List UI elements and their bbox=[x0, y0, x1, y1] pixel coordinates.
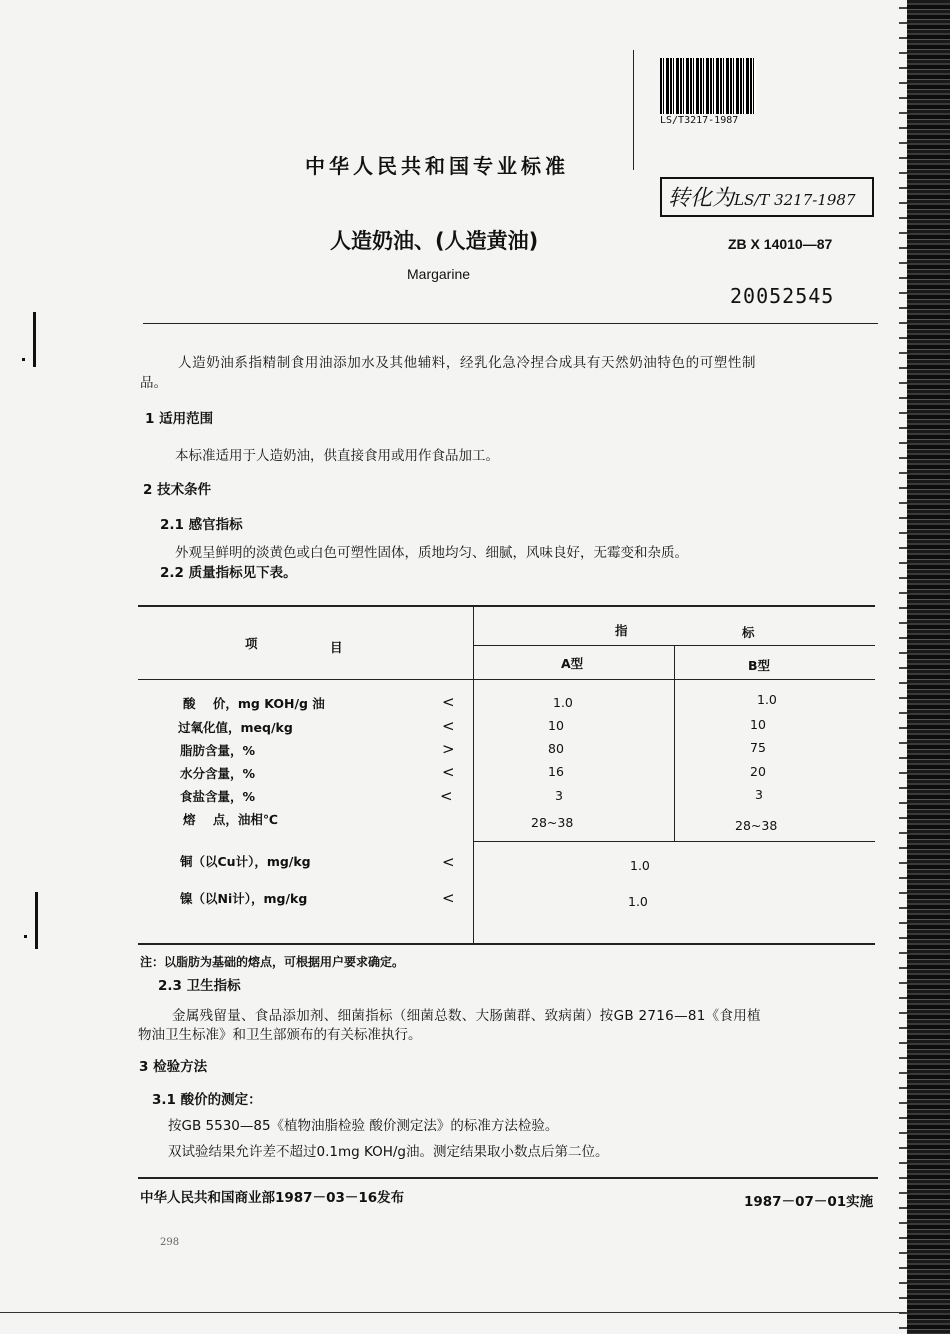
barcode bbox=[660, 58, 756, 114]
row-value-a: 10 bbox=[548, 718, 564, 733]
stamp-code: LS/T 3217-1987 bbox=[734, 191, 856, 209]
row-value-b: 3 bbox=[755, 787, 763, 802]
section-2-1-text: 外观呈鲜明的淡黄色或白色可塑性固体，质地均匀、细腻，风味良好，无霉变和杂质。 bbox=[175, 545, 688, 561]
header-rule bbox=[143, 323, 878, 324]
row-name: 熔 点，油相℃ bbox=[183, 812, 279, 827]
col-header-index-b: 标 bbox=[742, 625, 755, 640]
row-name: 食盐含量，% bbox=[180, 789, 256, 804]
row-operator: > bbox=[442, 740, 455, 758]
row-operator: < bbox=[442, 763, 455, 781]
row-name: 酸 价，mg KOH/g 油 bbox=[183, 696, 325, 711]
row-name: 过氧化值，meq/kg bbox=[178, 720, 293, 735]
col-header-item-a: 项 bbox=[245, 636, 258, 651]
row-operator: < bbox=[442, 693, 455, 711]
table-col-divider-1 bbox=[473, 607, 474, 943]
intro-line-2: 品。 bbox=[140, 375, 167, 391]
row-value-merged: 1.0 bbox=[628, 894, 648, 909]
col-header-index: 指 bbox=[615, 623, 628, 638]
table-note: 注：以脂肪为基础的熔点，可根据用户要求确定。 bbox=[140, 955, 405, 969]
row-value-b: 1.0 bbox=[757, 692, 777, 707]
row-value-a: 16 bbox=[548, 764, 564, 779]
header-divider bbox=[633, 50, 634, 170]
row-value-a: 3 bbox=[555, 788, 563, 803]
page-number: 298 bbox=[160, 1237, 180, 1248]
row-value-a: 28~38 bbox=[531, 815, 574, 830]
section-3-1-title: 3.1 酸价的测定： bbox=[152, 1092, 262, 1108]
section-1-title: 1 适用范围 bbox=[145, 411, 214, 427]
standard-type: 中华人民共和国专业标准 bbox=[305, 154, 569, 178]
table-top-rule bbox=[138, 605, 875, 607]
row-name: 水分含量，% bbox=[180, 766, 256, 781]
section-3-title: 3 检验方法 bbox=[139, 1059, 208, 1075]
margin-dot bbox=[22, 358, 25, 361]
row-value-b: 20 bbox=[750, 764, 766, 779]
row-value-a: 1.0 bbox=[553, 695, 573, 710]
conversion-stamp bbox=[660, 177, 874, 217]
col-header-type-b: B型 bbox=[748, 658, 771, 673]
col-header-item-b: 目 bbox=[330, 640, 343, 655]
section-2-3-line-2: 物油卫生标准》和卫生部颁布的有关标准执行。 bbox=[138, 1027, 422, 1043]
section-2-title: 2 技术条件 bbox=[143, 482, 212, 498]
table-merge-rule bbox=[473, 841, 875, 842]
standard-code: ZB X 14010—87 bbox=[728, 236, 833, 252]
margin-mark-top bbox=[33, 312, 36, 367]
table-col-divider-2 bbox=[674, 645, 675, 841]
row-value-merged: 1.0 bbox=[630, 858, 650, 873]
barcode-text: LS/T3217-1987 bbox=[660, 115, 739, 126]
stamp-prefix: 转化为 bbox=[668, 186, 735, 211]
section-2-2-title: 2.2 质量指标见下表。 bbox=[160, 565, 297, 581]
section-3-1-line-1: 按GB 5530—85《植物油脂检验 酸价测定法》的标准方法检验。 bbox=[168, 1118, 559, 1134]
page-bottom-curve bbox=[0, 1312, 905, 1313]
row-operator: < bbox=[442, 853, 455, 871]
row-name: 镍（以Ni计），mg/kg bbox=[180, 891, 308, 906]
row-value-b: 75 bbox=[750, 740, 766, 755]
issuer-line: 中华人民共和国商业部1987－03－16发布 bbox=[140, 1190, 405, 1206]
section-2-3-line-1: 金属残留量、食品添加剂、细菌指标（细菌总数、大肠菌群、致病菌）按GB 2716—81《食用植 bbox=[172, 1008, 761, 1024]
table-bottom-rule bbox=[138, 943, 875, 945]
row-operator: < bbox=[442, 889, 455, 907]
scan-edge bbox=[905, 0, 950, 1334]
serial-number: 20052545 bbox=[730, 284, 835, 308]
intro-line-1: 人造奶油系指精制食用油添加水及其他辅料，经乳化急冷捏合成具有天然奶油特色的可塑性制 bbox=[178, 355, 757, 371]
row-value-a: 80 bbox=[548, 741, 564, 756]
row-value-b: 10 bbox=[750, 717, 766, 732]
col-header-type-a: A型 bbox=[561, 656, 584, 671]
section-2-1-title: 2.1 感官指标 bbox=[160, 517, 243, 533]
row-operator: < bbox=[440, 787, 453, 805]
section-1-text: 本标准适用于人造奶油，供直接食用或用作食品加工。 bbox=[175, 448, 499, 464]
table-header-bottom-rule bbox=[138, 679, 875, 680]
margin-dot-2 bbox=[24, 935, 27, 938]
row-name: 脂肪含量，% bbox=[180, 743, 256, 758]
section-2-3-title: 2.3 卫生指标 bbox=[158, 978, 241, 994]
margin-mark-bottom bbox=[35, 892, 38, 949]
effective-date: 1987－07－01实施 bbox=[744, 1194, 874, 1210]
document-subtitle: Margarine bbox=[407, 266, 471, 282]
footer-rule bbox=[138, 1177, 878, 1179]
row-value-b: 28~38 bbox=[735, 818, 778, 833]
row-name: 铜（以Cu计），mg/kg bbox=[180, 854, 311, 869]
document-title: 人造奶油、(人造黄油) bbox=[330, 229, 539, 253]
section-3-1-line-2: 双试验结果允许差不超过0.1mg KOH/g油。测定结果取小数点后第二位。 bbox=[168, 1144, 609, 1160]
row-operator: < bbox=[442, 717, 455, 735]
